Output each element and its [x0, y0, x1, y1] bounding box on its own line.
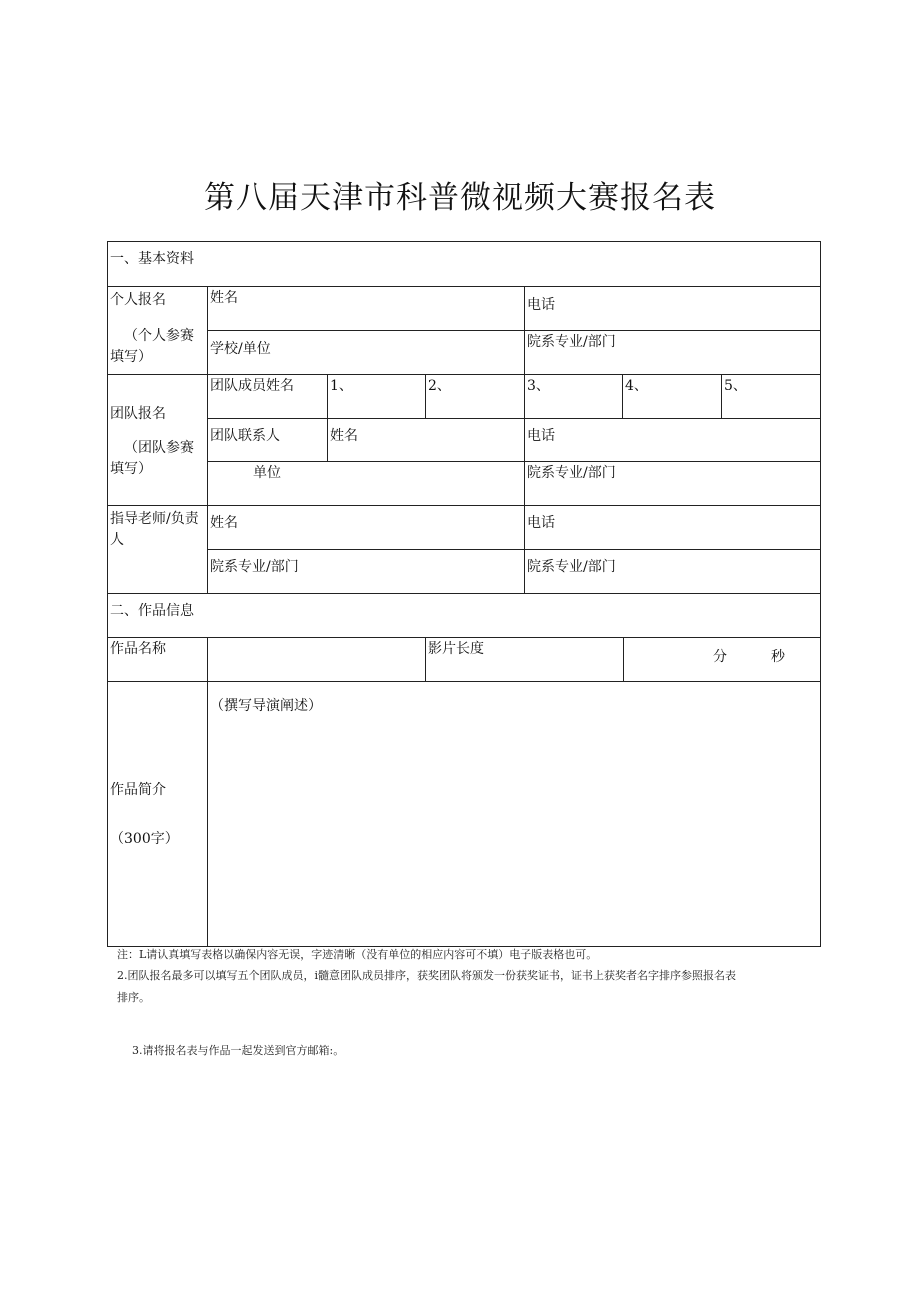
team-label: 团队报名 [110, 406, 166, 422]
team-members-label: 团队成员姓名 [210, 378, 294, 394]
row-divider [207, 549, 821, 550]
note-2-line-2: 排序。 [117, 991, 150, 1004]
team-member-1-field[interactable]: 1、 [330, 378, 353, 394]
team-dept-field[interactable]: 院系专业/部门 [527, 465, 616, 481]
note-2-line-1: 2.团队报名最多可以填写五个团队成员，i髓意团队成员排序，获奖团队将颁发一份获奖证书，证书上获奖者名字排序参照报名表 [117, 969, 737, 982]
work-length-label: 影片长度 [428, 641, 484, 657]
team-member-2-field[interactable]: 2、 [428, 378, 451, 394]
advisor-phone-field[interactable]: 电话 [527, 515, 555, 531]
row-divider [107, 505, 821, 506]
work-seconds-unit: 秒 [771, 649, 785, 665]
team-member-5-field[interactable]: 5、 [724, 378, 747, 394]
work-minutes-unit: 分 [713, 649, 727, 665]
row-divider [107, 593, 821, 594]
team-contact-name-field[interactable]: 姓名 [330, 428, 358, 444]
individual-sublabel: （个人参赛填写） [110, 328, 194, 365]
work-summary-hint: （撰写导演阐述） [210, 698, 322, 714]
section-heading-basic-info: 一、基本资料 [110, 251, 194, 267]
team-contact-label: 团队联系人 [210, 428, 280, 444]
note-3: 3.请将报名表与作品一起发送到官方邮箱:。 [132, 1044, 345, 1057]
individual-school-field[interactable]: 学校/单位 [210, 341, 271, 357]
section-heading-work-info: 二、作品信息 [110, 603, 194, 619]
individual-label: 个人报名 [110, 292, 166, 308]
individual-dept-field[interactable]: 院系专业/部门 [527, 334, 616, 350]
work-name-input[interactable] [208, 638, 425, 681]
work-summary-label: 作品简介 [110, 782, 166, 798]
team-member-3-field[interactable]: 3、 [527, 378, 550, 394]
work-summary-limit: （300字） [110, 831, 179, 847]
advisor-dept-field-left[interactable]: 院系专业/部门 [210, 559, 299, 575]
individual-name-field[interactable]: 姓名 [210, 290, 238, 306]
advisor-name-field[interactable]: 姓名 [210, 515, 238, 531]
advisor-dept-field-right[interactable]: 院系专业/部门 [527, 559, 616, 575]
individual-phone-field[interactable]: 电话 [527, 297, 555, 313]
advisor-label: 指导老师/负责人 [110, 511, 199, 548]
team-member-4-field[interactable]: 4、 [625, 378, 648, 394]
table-border-top [107, 241, 821, 242]
team-contact-phone-field[interactable]: 电话 [527, 428, 555, 444]
work-name-label: 作品名称 [110, 641, 166, 657]
work-summary-textarea[interactable] [208, 682, 820, 946]
team-unit-field[interactable]: 单位 [253, 465, 281, 481]
table-border-right [820, 241, 821, 947]
team-sublabel: （团队参赛填写） [110, 440, 194, 477]
note-1: 注：L请认真填写表格以确保内容无误，字迹清晰（没有单位的相应内容可不填）电子版表格也可。 [117, 948, 598, 961]
row-divider [207, 418, 821, 419]
page-title: 第八届天津市科普微视频大赛报名表 [204, 180, 716, 216]
